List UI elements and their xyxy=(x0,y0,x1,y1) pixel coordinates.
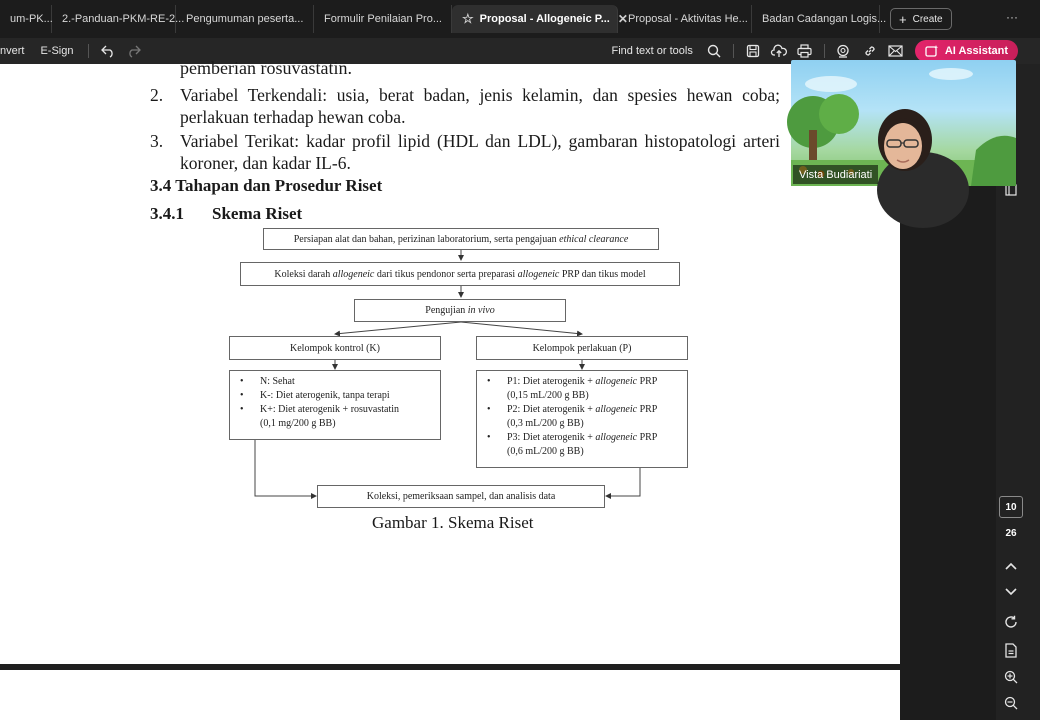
section-heading: 3.4 Tahapan dan Prosedur Riset xyxy=(150,176,383,195)
diagram-text-italic: allogeneic xyxy=(332,268,375,280)
zoom-search-icon[interactable] xyxy=(833,40,855,62)
tab-4[interactable] xyxy=(314,5,452,33)
ai-assistant-button[interactable] xyxy=(915,40,1018,62)
tab-active-proposal[interactable] xyxy=(452,5,628,33)
diagram-text: Persiapan alat dan bahan, perizinan laboratorium, serta pengajuan xyxy=(293,233,560,245)
star-icon[interactable]: ☆ xyxy=(462,11,474,26)
list-item: • K+: Diet aterogenik + rosuvastatin xyxy=(238,403,434,417)
save-icon[interactable] xyxy=(742,40,764,62)
list-item xyxy=(485,431,681,445)
list-item-continuation: (0,6 mL/200 g BB) xyxy=(507,446,584,457)
list-item-continuation: (0,15 mL/200 g BB) xyxy=(507,390,589,401)
diagram-step-blood-collection xyxy=(240,262,680,286)
list-item xyxy=(485,375,681,389)
tab-7[interactable] xyxy=(752,5,887,33)
diagram-step-preparation xyxy=(263,228,659,250)
list-item: • N: Sehat xyxy=(238,375,434,389)
refresh-icon[interactable] xyxy=(1001,612,1021,632)
tab-label: Proposal - Aktivitas He... xyxy=(628,13,748,25)
diagram-treatment-group: Kelompok perlakuan (P) xyxy=(476,336,688,360)
list-text: P1: Diet aterogenik + xyxy=(507,376,596,387)
list-number: 3. xyxy=(150,131,164,151)
cut-off-text-line: pemberian rosuvastatin. xyxy=(180,58,352,78)
mail-icon[interactable] xyxy=(885,40,907,62)
list-item-continuation: (0,3 mL/200 g BB) xyxy=(507,418,584,429)
list-text: Variabel Terkendali: usia, berat badan, jenis kelamin, dan spesies hewan coba; perlakuan terhadap hewan coba. xyxy=(180,85,780,127)
link-icon[interactable] xyxy=(859,40,881,62)
ai-sparkle-icon xyxy=(925,45,939,58)
list-number: 2. xyxy=(150,85,164,105)
diagram-connectors xyxy=(0,64,900,664)
tab-label: Formulir Penilaian Pro... xyxy=(324,13,442,25)
esign-button[interactable]: E-Sign xyxy=(40,45,74,57)
tab-label: Pengumuman peserta... xyxy=(186,13,304,25)
diagram-final-step: Koleksi, pemeriksaan sampel, dan analisis data xyxy=(317,485,605,508)
diagram-text-italic: ethical clearance xyxy=(559,233,629,245)
tab-1[interactable] xyxy=(0,5,52,33)
toolbar-divider xyxy=(824,44,825,58)
zoom-in-icon[interactable] xyxy=(1001,667,1021,687)
pdf-page xyxy=(0,58,900,664)
zoom-out-icon[interactable] xyxy=(1001,693,1021,713)
pdf-next-page xyxy=(0,670,900,720)
list-text: Variabel Terikat: kadar profil lipid (HDL dan LDL), gambaran histopatologi arteri koroner, dan kadar IL-6. xyxy=(180,131,780,173)
list-text-italic: allogeneic xyxy=(595,404,638,415)
figure-caption: Gambar 1. Skema Riset xyxy=(372,513,534,532)
browser-tab-bar xyxy=(0,0,1040,38)
ai-assistant-label: AI Assistant xyxy=(944,45,1008,57)
list-text: PRP xyxy=(637,432,658,443)
print-icon[interactable] xyxy=(794,40,816,62)
undo-icon[interactable] xyxy=(97,40,119,62)
page-down-icon[interactable] xyxy=(1001,582,1021,602)
toolbar-divider xyxy=(88,44,89,58)
list-item: • K-: Diet aterogenik, tanpa terapi xyxy=(238,389,434,403)
redo-icon[interactable] xyxy=(123,40,145,62)
tab-label: Proposal - Allogeneic P... xyxy=(479,13,610,25)
more-options-icon[interactable]: ··· xyxy=(1006,10,1018,24)
cloud-upload-icon[interactable] xyxy=(768,40,790,62)
diagram-text-italic: allogeneic xyxy=(517,268,560,280)
list-text-italic: allogeneic xyxy=(595,376,638,387)
current-page-indicator[interactable]: 10 xyxy=(999,496,1023,518)
diagram-text: PRP dan tikus model xyxy=(559,268,646,280)
search-icon[interactable] xyxy=(703,40,725,62)
subsection-number: 3.4.1 xyxy=(150,204,184,223)
diagram-text: dari tikus pendonor serta preparasi xyxy=(374,268,518,280)
subsection-title: Skema Riset xyxy=(212,204,303,223)
list-text: P2: Diet aterogenik + xyxy=(507,404,596,415)
diagram-step-in-vivo xyxy=(354,299,566,322)
toolbar-divider xyxy=(733,44,734,58)
list-text: P3: Diet aterogenik + xyxy=(507,432,596,443)
tab-2[interactable] xyxy=(52,5,185,33)
tab-label: um-PK... xyxy=(10,13,53,25)
diagram-text-italic: in vivo xyxy=(467,305,495,316)
find-text-button[interactable]: Find text or tools xyxy=(611,45,693,57)
tab-label: 2.-Panduan-PKM-RE-2... xyxy=(62,13,185,25)
diagram-control-group: Kelompok kontrol (K) xyxy=(229,336,441,360)
list-text: PRP xyxy=(637,376,658,387)
plus-icon: + xyxy=(899,11,907,27)
list-text-italic: allogeneic xyxy=(595,432,638,443)
diagram-treatment-list xyxy=(476,370,688,468)
tab-6[interactable] xyxy=(618,5,752,33)
tab-3[interactable] xyxy=(176,5,314,33)
page-up-icon[interactable] xyxy=(1001,556,1021,576)
tab-label: Badan Cadangan Logis... xyxy=(762,13,887,25)
diagram-text: Koleksi darah xyxy=(274,268,333,280)
page-thumbnail-icon[interactable] xyxy=(1001,640,1021,660)
toolbar-right-group xyxy=(604,40,1019,62)
diagram-text: Pengujian xyxy=(425,305,468,316)
create-button[interactable] xyxy=(890,8,952,30)
list-item-continuation: (0,1 mg/200 g BB) xyxy=(260,418,336,429)
convert-button[interactable]: nvert xyxy=(0,45,25,57)
participant-name-label: Vista Budiariati xyxy=(793,165,878,184)
list-text: PRP xyxy=(637,404,658,415)
list-item xyxy=(485,403,681,417)
close-icon[interactable]: ✕ xyxy=(617,12,628,26)
total-pages: 26 xyxy=(1005,528,1017,539)
create-label: Create xyxy=(912,13,943,25)
diagram-control-list xyxy=(229,370,441,440)
